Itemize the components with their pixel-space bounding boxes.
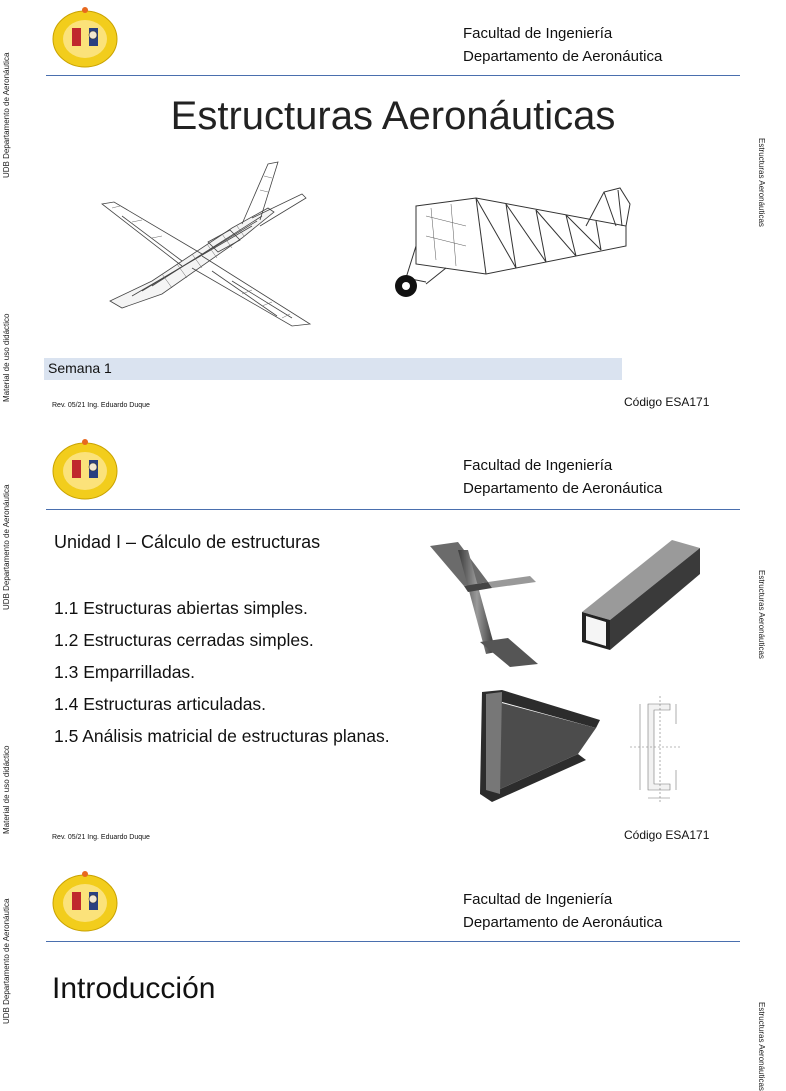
side-label-department: UDB Departamento de Aeronáutica	[2, 52, 11, 178]
slide-2	[0, 432, 768, 864]
side-label-course: Estructuras Aeronáuticas	[757, 1002, 766, 1091]
header-faculty: Facultad de Ingeniería	[463, 457, 613, 474]
list-item: 1.1 Estructuras abiertas simples.	[54, 598, 308, 618]
course-code: Código ESA171	[624, 395, 710, 409]
slide-1	[0, 0, 768, 432]
slide-3	[0, 864, 768, 1091]
university-logo	[50, 6, 120, 68]
unit-heading: Unidad I – Cálculo de estructuras	[54, 532, 321, 552]
page-title: Estructuras Aeronáuticas	[170, 94, 616, 138]
week-label: Semana 1	[48, 360, 112, 376]
header-rule	[46, 509, 740, 510]
revision-note: Rev. 05/21 Ing. Eduardo Duque	[52, 402, 150, 409]
list-item: 1.5 Análisis matricial de estructuras planas.	[54, 726, 390, 746]
header-department: Departamento de Aeronáutica	[463, 48, 663, 65]
header-rule	[46, 75, 740, 76]
header-department: Departamento de Aeronáutica	[463, 480, 663, 497]
square-tube-image	[576, 534, 702, 652]
i-beam-image	[430, 542, 540, 667]
channel-beam-image	[478, 690, 604, 805]
side-label-material: Material de uso didáctico	[2, 313, 11, 402]
side-label-department: UDB Departamento de Aeronáutica	[2, 484, 11, 610]
header-faculty: Facultad de Ingeniería	[463, 891, 613, 908]
list-item: 1.3 Emparrilladas.	[54, 662, 196, 682]
truss-fuselage-illustration	[386, 186, 648, 304]
revision-note: Rev. 05/21 Ing. Eduardo Duque	[52, 834, 150, 841]
header-department: Departamento de Aeronáutica	[463, 914, 663, 931]
side-label-department: UDB Departamento de Aeronáutica	[2, 898, 11, 1024]
topic-list	[54, 592, 390, 752]
list-item: 1.4 Estructuras articuladas.	[54, 694, 267, 714]
side-label-course: Estructuras Aeronáuticas	[757, 570, 766, 659]
side-label-course: Estructuras Aeronáuticas	[757, 138, 766, 227]
list-item: 1.2 Estructuras cerradas simples.	[54, 630, 314, 650]
section-title: Introducción	[52, 972, 216, 1005]
week-banner	[44, 358, 622, 380]
header-rule	[46, 941, 740, 942]
university-logo	[50, 870, 120, 932]
university-logo	[50, 438, 120, 500]
jet-airframe-illustration	[92, 156, 314, 328]
header-faculty: Facultad de Ingeniería	[463, 25, 613, 42]
side-label-material: Material de uso didáctico	[2, 745, 11, 834]
section-drawing-image	[620, 694, 690, 806]
course-code: Código ESA171	[624, 828, 710, 842]
